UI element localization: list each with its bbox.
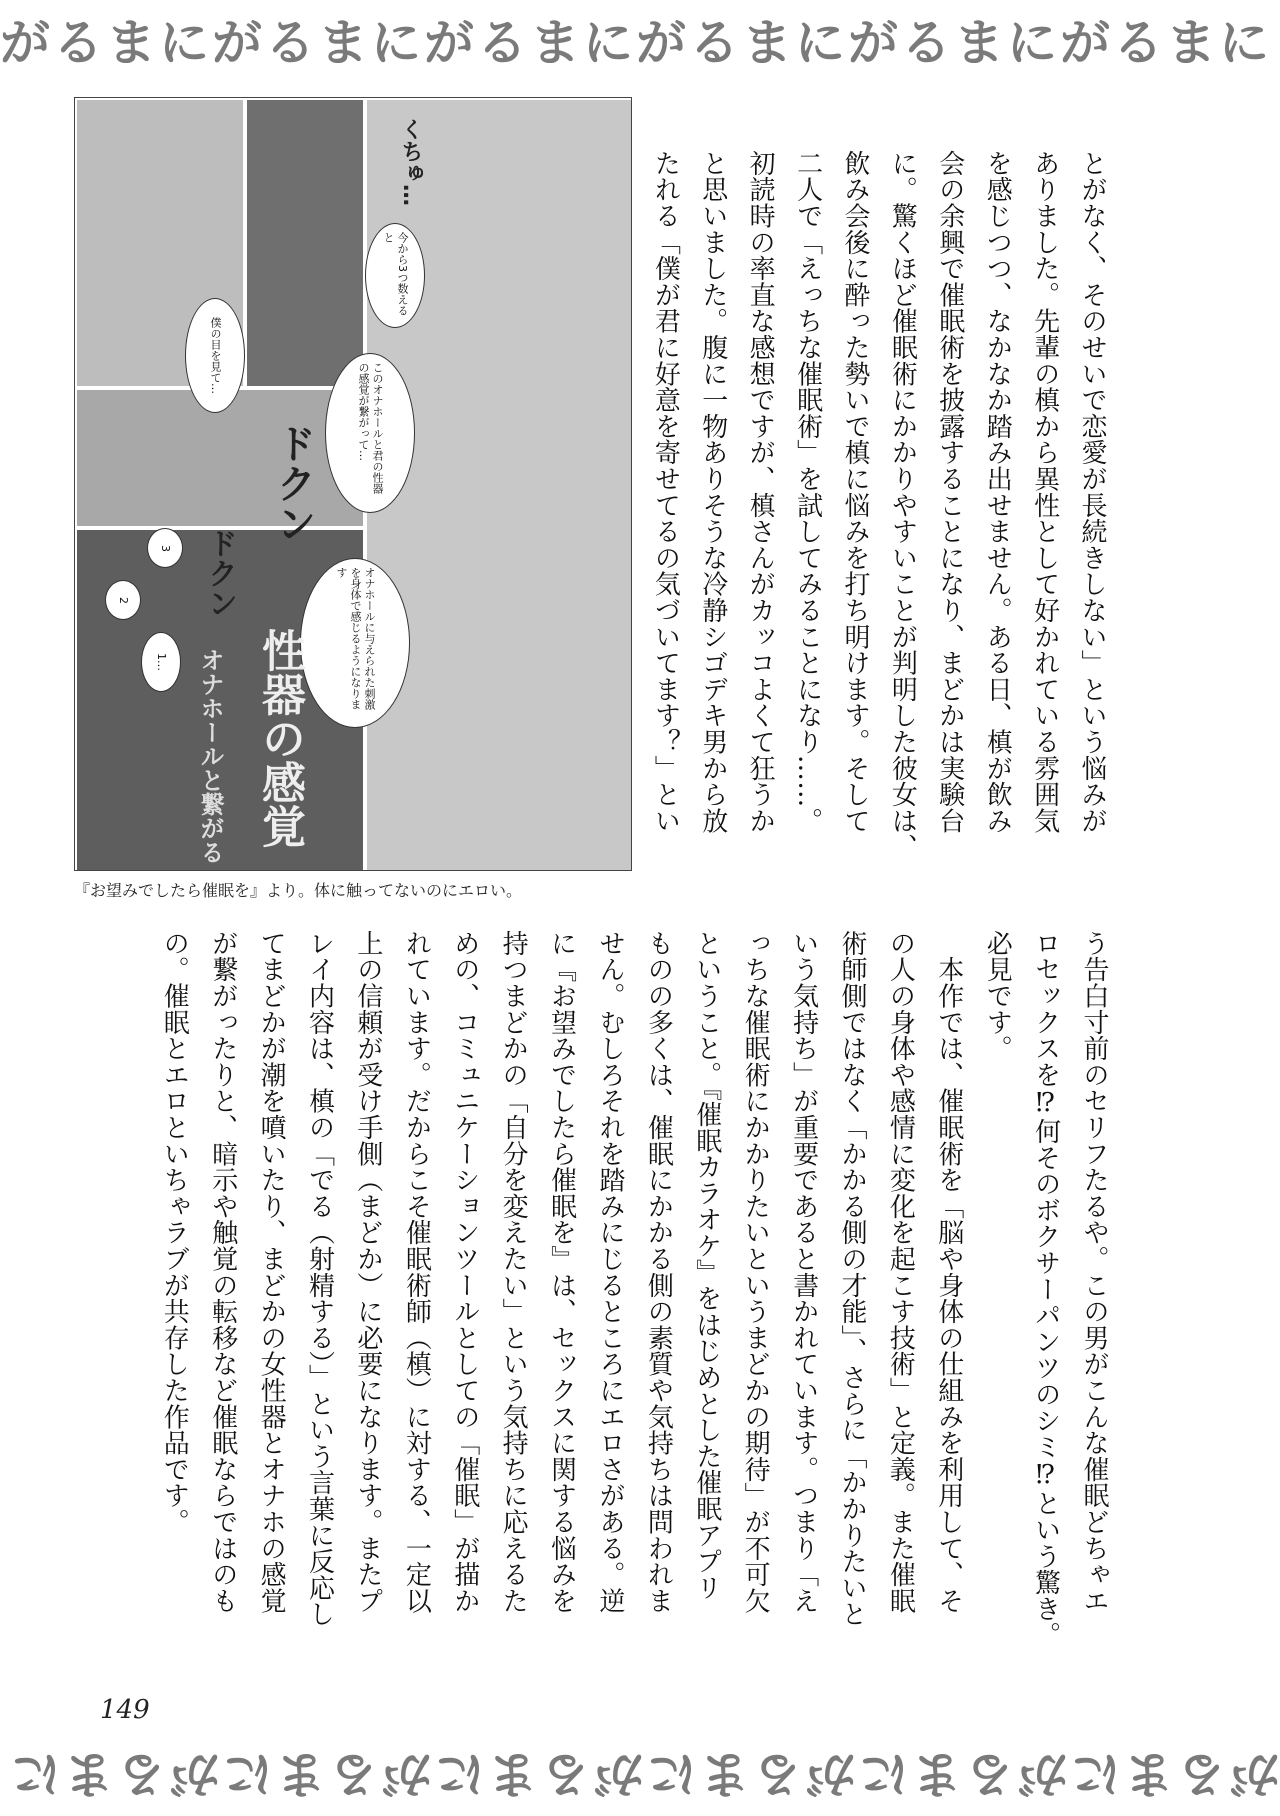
text-column: ものの多くは、催眠にかかる側の素質や気持ちは問われま: [643, 930, 674, 1614]
text-column: 会の余興で催眠術を披露することになり、まどかは実験台: [934, 150, 965, 834]
text-column: と思いました。腹に一物ありそうな冷静シゴデキ男から放: [697, 150, 728, 834]
speech-bubble: 僕の目を見て…: [185, 298, 245, 413]
text-column: ロセックスを⁉何そのボクサーパンツのシミ⁉という驚き。: [1030, 930, 1061, 1649]
sound-effect: ドクン: [202, 528, 237, 618]
text-column: に『お望みでしたら催眠を』は、セックスに関する悩みを: [546, 930, 577, 1614]
text-column: せん。むしろそれを踏みにじるところにエロさがある。逆: [594, 930, 625, 1614]
text-column: とがなく、そのせいで恋愛が長続きしない」という悩みが: [1077, 150, 1107, 834]
header-logo-band: がるまにがるまにがるまにがるまにがるまにがるまに: [0, 14, 1272, 72]
speech-bubble: このオナホールと君の性器の感覚が繋がって…: [325, 353, 415, 513]
manga-illustration: [74, 97, 632, 871]
text-column: の人の身体や感情に変化を起こす技術」と定義。また催眠: [885, 930, 916, 1614]
text-column: 飲み会後に酔った勢いで槙に悩みを打ち明けます。そして: [839, 150, 870, 834]
sound-effect: 性器の感覚: [254, 628, 305, 848]
text-column: の。催眠とエロといちゃラブが共存した作品です。: [159, 930, 190, 1535]
speech-bubble: 1…: [141, 632, 181, 692]
sound-effect: ドクン: [270, 423, 316, 543]
footer-logo-band: がるまにがるまにがるまにがるまにがるまにがるまに: [8, 1745, 1280, 1803]
image-caption: 『お望みでしたら催眠を』より。体に触ってないのにエロい。: [74, 881, 523, 900]
text-column: が繋がったりと、暗示や触覚の転移など催眠ならではのも: [207, 930, 238, 1614]
text-column: を感じつつ、なかなか踏み出せません。ある日、槙が飲み: [982, 150, 1013, 834]
text-column: 術師側ではなく「かかる側の才能」、さらに「かかりたいと: [836, 930, 867, 1628]
sound-effect: くちゅ…: [398, 118, 423, 206]
text-column: れています。だからこそ催眠術師（槙）に対する、一定以: [401, 930, 432, 1614]
article-text-lower: [150, 930, 1118, 1675]
page-number: 149: [100, 1695, 150, 1725]
manga-panel: [365, 98, 632, 871]
article-text-upper: [641, 150, 1115, 875]
text-column: てまどかが潮を噴いたり、まどかの女性器とオナホの感覚: [256, 930, 287, 1614]
text-column: めの、コミュニケーションツールとしての「催眠」が描か: [449, 930, 480, 1614]
text-column: 持つまどかの「自分を変えたい」という気持ちに応えるた: [498, 930, 529, 1614]
text-column: 本作では、催眠術を「脳や身体の仕組みを利用して、そ: [933, 930, 964, 1614]
text-column: いう気持ち」が重要であると書かれています。つまり「え: [788, 930, 819, 1614]
text-column: に。驚くほど催眠術にかかりやすいことが判明した彼女は、: [887, 150, 918, 861]
text-column: たれる「僕が君に好意を寄せてるの気づいてます？」とい: [650, 150, 681, 834]
text-column: 二人で「えっちな催眠術」を試してみることになり……。: [792, 150, 823, 834]
manga-panel: [245, 98, 365, 388]
text-column: 上の信頼が受け手側（まどか）に必要になります。またプ: [352, 930, 383, 1614]
text-column: レイ内容は、槙の「でる（射精する）」という言葉に反応し: [304, 930, 335, 1628]
speech-bubble: オナホールに与えられた刺激を身体で感じるようになります: [300, 558, 410, 728]
speech-bubble: 3: [147, 528, 183, 568]
sound-effect: オナホールと繋がる: [196, 648, 224, 864]
text-column: う告白寸前のセリフたるや。この男がこんな催眠どちゃエ: [1079, 930, 1109, 1614]
speech-bubble: 2: [105, 580, 141, 620]
text-column: 初読時の率直な感想ですが、槙さんがカッコよくて狂うか: [745, 150, 776, 834]
text-column: っちな催眠術にかかりたいというまどかの期待」が不可欠: [740, 930, 771, 1614]
text-column: ありました。先輩の槙から異性として好かれている雰囲気: [1029, 150, 1060, 834]
text-column: 必見です。: [982, 930, 1013, 1062]
speech-bubble: 今から3つ数えると: [365, 223, 425, 328]
text-column: ということ。『催眠カラオケ』をはじめとした催眠アプリ: [691, 930, 722, 1601]
